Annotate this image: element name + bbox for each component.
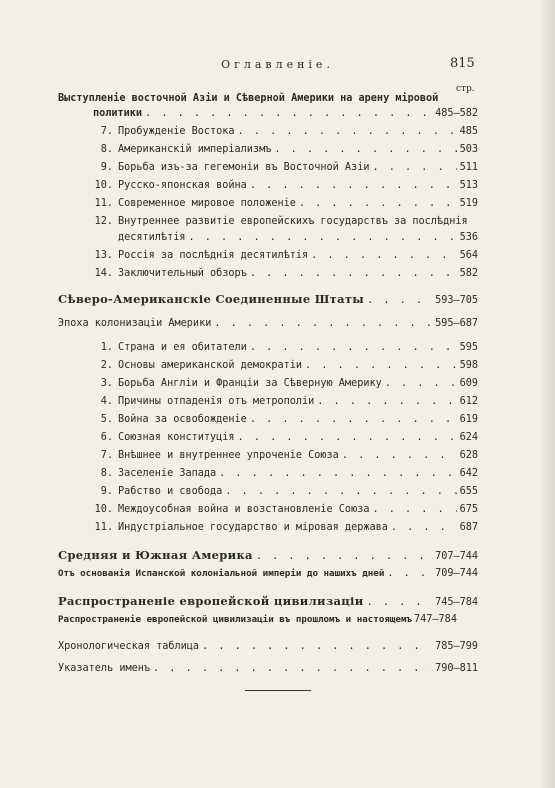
entry-title: Внѣшнее и внутреннее упроченіе Союза <box>118 450 339 461</box>
toc-entry <box>93 144 478 155</box>
entry-page: 582 <box>459 268 478 279</box>
page-range: 790—811 <box>435 663 478 674</box>
leader-dots <box>387 568 432 579</box>
entry-title: Хронологическая таблица <box>58 641 200 652</box>
section-title: Выступленіе восточной Азіи и Сѣверной Америки на арену міровой <box>58 93 439 104</box>
toc-entry <box>93 468 478 479</box>
entry-title: Союзная конституція <box>118 432 235 443</box>
entry-title: Россія за послѣднія десятилѣтія <box>118 250 309 261</box>
toc-section <box>58 548 478 562</box>
toc-entry <box>93 432 478 443</box>
leader-dots <box>372 504 456 515</box>
entry-page: 595 <box>459 342 478 353</box>
section-title: Сѣверо-Американскіе Соединенные Штаты <box>58 292 365 306</box>
leader-dots <box>202 641 432 652</box>
entry-page: 655 <box>459 486 478 497</box>
entry-title: Указатель именъ <box>58 663 151 674</box>
entry-title: Русско-японская война <box>118 180 247 191</box>
leader-dots <box>367 597 433 608</box>
entry-title: Индустріальное государство и міровая держава <box>118 522 388 533</box>
entry-page: 619 <box>459 414 478 425</box>
entry-number: 13. <box>94 250 113 261</box>
toc-entry <box>93 162 478 173</box>
page-edge <box>541 0 555 788</box>
leader-dots <box>153 663 432 674</box>
entry-number: 11. <box>94 198 113 209</box>
leader-dots <box>274 144 456 155</box>
page-range: 485—582 <box>435 108 478 119</box>
entry-number: 3. <box>100 378 113 389</box>
toc-entry <box>93 342 478 353</box>
toc-entry <box>93 180 478 191</box>
entry-page: 519 <box>459 198 478 209</box>
toc-entry <box>93 250 478 261</box>
toc-subsection <box>58 568 478 579</box>
entry-number: 10. <box>94 504 113 515</box>
entry-page: 503 <box>459 144 478 155</box>
entry-title: Причины отпаденія отъ метрополіи <box>118 396 315 407</box>
entry-number: 9. <box>100 162 113 173</box>
page-range: 707—744 <box>435 551 478 562</box>
leader-dots <box>238 432 457 443</box>
entry-title: Американскій имперіализмъ <box>118 144 272 155</box>
page-number: 815 <box>450 56 475 71</box>
entry-title: Междоусобная война и возстановленіе Союза <box>118 504 370 515</box>
leader-dots <box>311 250 456 261</box>
entry-page: 485 <box>459 126 478 137</box>
toc-subsection <box>58 614 478 625</box>
entry-page: 687 <box>459 522 478 533</box>
toc-entry <box>93 450 478 461</box>
entry-number: 6. <box>100 432 113 443</box>
toc-entry <box>93 216 478 227</box>
leader-dots <box>317 396 456 407</box>
entry-title: Современное мировое положеніе <box>118 198 296 209</box>
entry-number: 14. <box>94 268 113 279</box>
entry-title: Внутреннее развитіе европейскихъ государствъ за послѣднія <box>118 216 468 227</box>
entry-number: 2. <box>100 360 113 371</box>
entry-title: Борьба изъ-за гегемоніи въ Восточной Азіи <box>118 162 370 173</box>
toc-entry <box>93 414 478 425</box>
toc-entry <box>93 522 478 533</box>
toc-section <box>58 292 478 306</box>
section-title: Распространеніе европейской цивилизаціи <box>58 594 364 608</box>
leader-dots <box>188 232 456 243</box>
entry-page: 612 <box>459 396 478 407</box>
subsection-title: Распространеніе европейской цивилизаціи въ прошломъ и настоящемъ <box>58 614 413 625</box>
leader-dots <box>238 126 457 137</box>
leader-dots <box>385 378 457 389</box>
toc-entry <box>93 126 478 137</box>
entry-page: 675 <box>459 504 478 515</box>
entry-number: 4. <box>100 396 113 407</box>
leader-dots <box>342 450 457 461</box>
entry-number: 7. <box>100 126 113 137</box>
toc-section <box>58 594 478 608</box>
entry-title: Заключительный обзоръ <box>118 268 247 279</box>
leader-dots <box>250 180 457 191</box>
toc-entry <box>58 641 478 652</box>
leader-dots <box>305 360 457 371</box>
toc-entry <box>93 198 478 209</box>
entry-page: 642 <box>459 468 478 479</box>
toc-entry <box>93 360 478 371</box>
toc-subsection <box>58 318 478 329</box>
leader-dots <box>372 162 456 173</box>
toc-entry <box>93 268 478 279</box>
entry-page: 624 <box>459 432 478 443</box>
section-title-cont: политики <box>93 108 143 119</box>
leader-dots <box>214 318 432 329</box>
toc-entry <box>93 396 478 407</box>
entry-number: 10. <box>94 180 113 191</box>
entry-title: Пробужденіе Востока <box>118 126 235 137</box>
closing-rule <box>245 690 311 691</box>
leader-dots <box>250 342 457 353</box>
entry-number: 8. <box>100 144 113 155</box>
entry-title: Война за освобожденіе <box>118 414 247 425</box>
leader-dots <box>250 268 457 279</box>
toc-entry <box>93 486 478 497</box>
entry-title: Страна и ея обитатели <box>118 342 247 353</box>
page-range: 593—705 <box>435 295 478 306</box>
toc-entry <box>58 663 478 674</box>
leader-dots <box>250 414 457 425</box>
entry-page: 511 <box>459 162 478 173</box>
entry-page: 536 <box>459 232 478 243</box>
subsection-title: Эпоха колонизаціи Америки <box>58 318 212 329</box>
leader-dots <box>367 295 432 306</box>
section-title: Средняя и Южная Америка <box>58 548 253 562</box>
entry-title: Основы американской демократіи <box>118 360 303 371</box>
entry-number: 11. <box>94 522 113 533</box>
entry-number: 8. <box>100 468 113 479</box>
entry-number: 9. <box>100 486 113 497</box>
entry-title: Заселеніе Запада <box>118 468 217 479</box>
entry-title: Борьба Англіи и Франціи за Сѣверную Америку <box>118 378 382 389</box>
entry-page: 609 <box>459 378 478 389</box>
entry-page: 513 <box>459 180 478 191</box>
leader-dots <box>391 522 457 533</box>
entry-page: 598 <box>459 360 478 371</box>
running-header: Оглавленіе. <box>221 58 334 71</box>
entry-page: 628 <box>459 450 478 461</box>
toc-entry <box>93 504 478 515</box>
toc-entry <box>93 108 478 119</box>
leader-dots <box>145 108 432 119</box>
leader-dots <box>299 198 457 209</box>
page-range: 745—784 <box>435 597 478 608</box>
page-column-label: стр. <box>456 84 475 94</box>
toc-entry <box>118 232 478 243</box>
leader-dots <box>219 468 456 479</box>
leader-dots <box>256 551 432 562</box>
leader-dots <box>225 486 456 497</box>
entry-title: Рабство и свобода <box>118 486 223 497</box>
entry-number: 12. <box>94 216 113 227</box>
page-range: 747—784 <box>414 614 457 625</box>
page-range: 595—687 <box>435 318 478 329</box>
entry-number: 1. <box>100 342 113 353</box>
entry-title-cont: десятилѣтія <box>118 232 186 243</box>
entry-number: 7. <box>100 450 113 461</box>
subsection-title: Отъ основанія Испанской колоніальной имперіи до нашихъ дней <box>58 568 385 579</box>
toc-entry <box>93 378 478 389</box>
entry-number: 5. <box>100 414 113 425</box>
page-range: 785—799 <box>435 641 478 652</box>
entry-page: 564 <box>459 250 478 261</box>
page-range: 709—744 <box>435 568 478 579</box>
